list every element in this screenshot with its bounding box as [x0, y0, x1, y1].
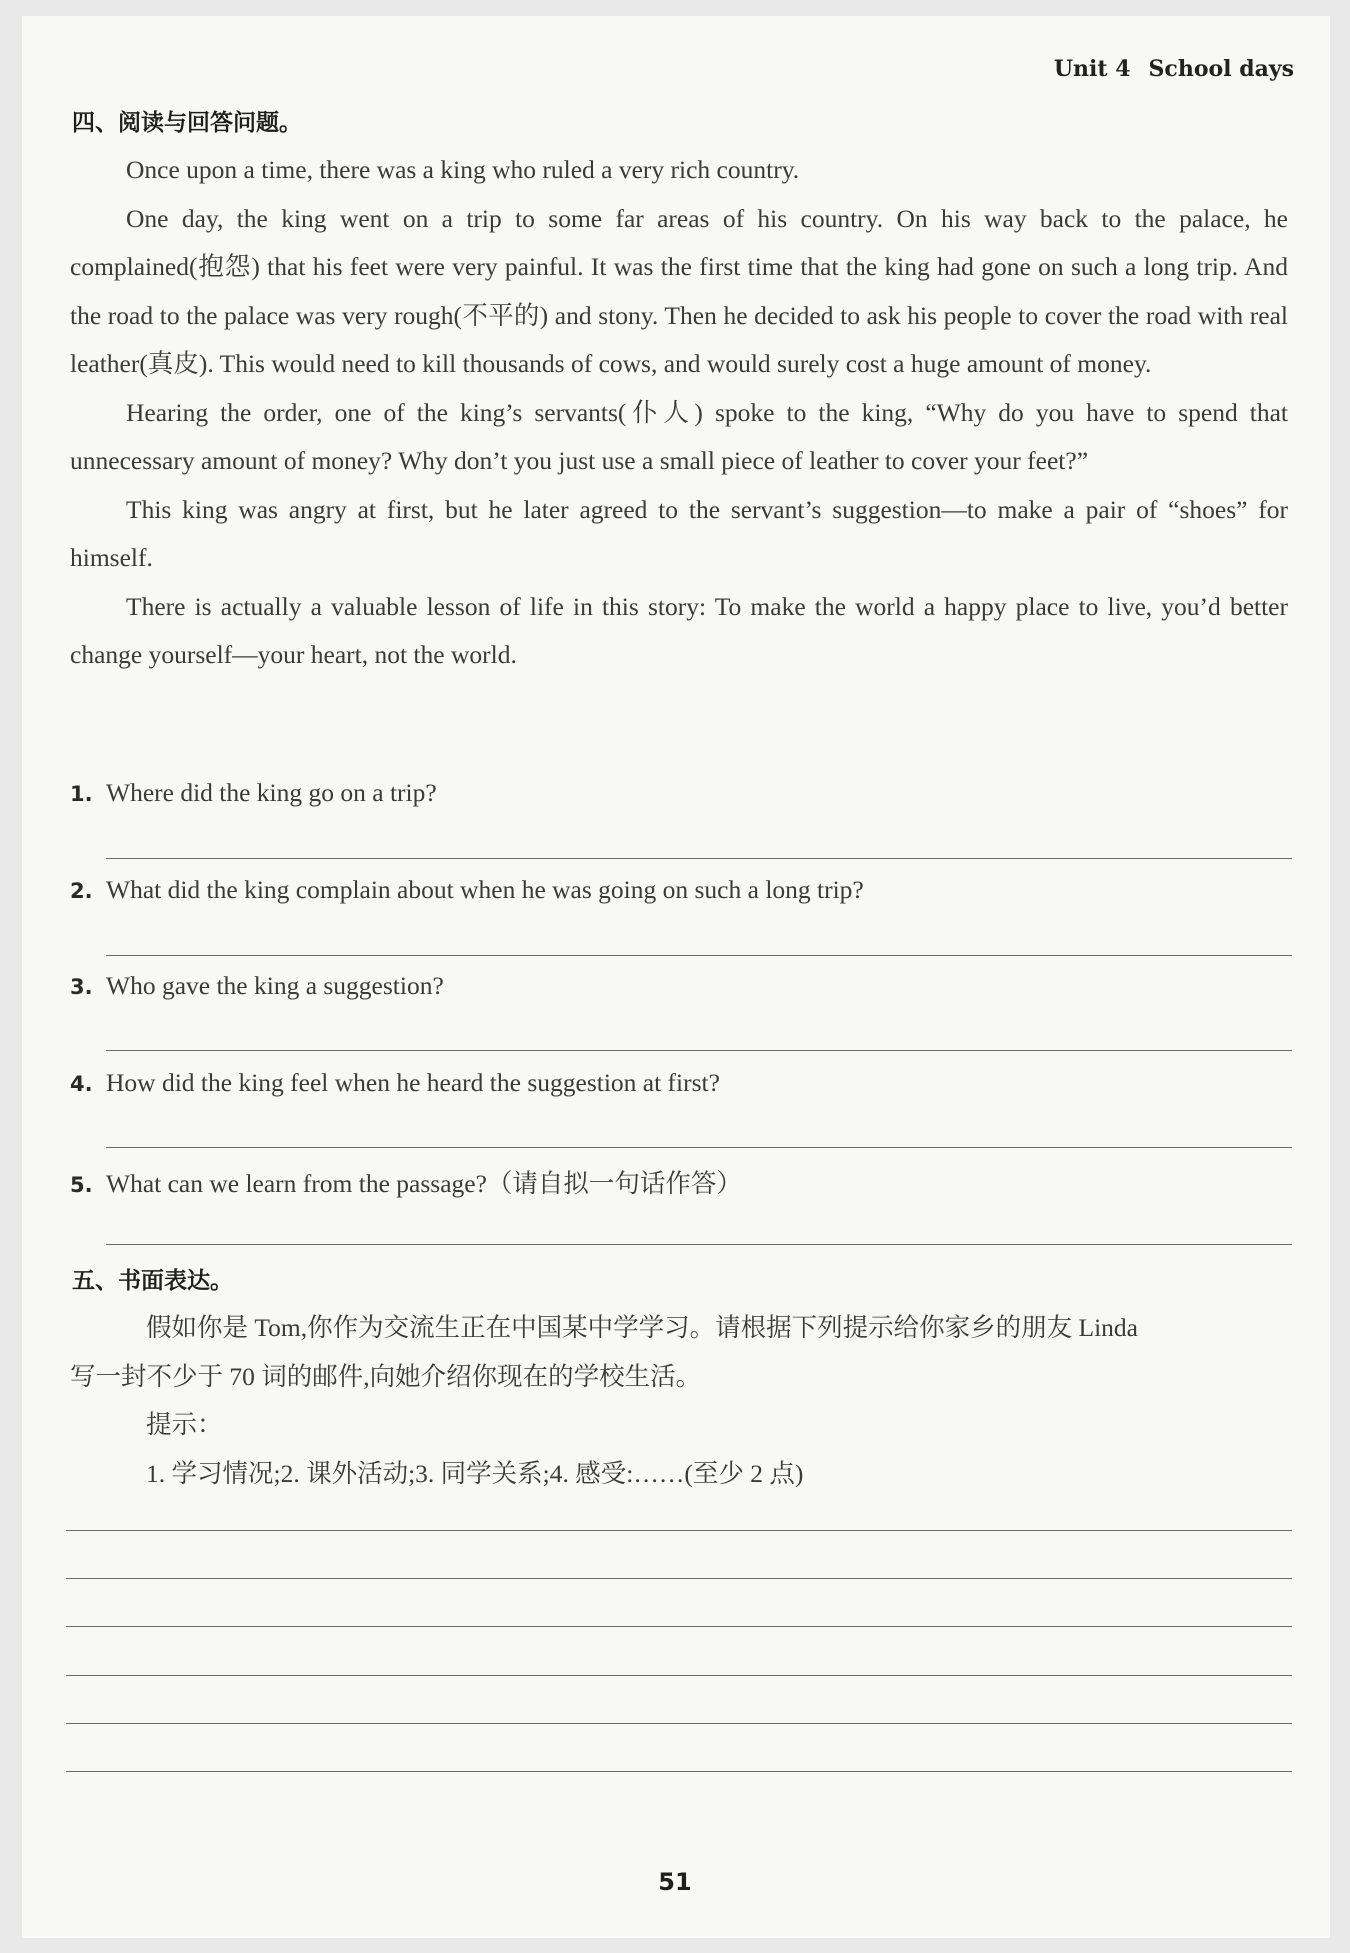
section-4-title: 四、阅读与回答问题。	[72, 110, 302, 136]
question-number: 2.	[70, 879, 93, 903]
writing-line-1[interactable]	[66, 1530, 1292, 1531]
writing-prompt-line-1: 假如你是 Tom,你作为交流生正在中国某中学学习。请根据下列提示给你家乡的朋友 Linda	[146, 1313, 1138, 1342]
question-2	[70, 875, 1290, 905]
question-number: 5.	[70, 1173, 93, 1197]
hint-items: 1. 学习情况;2. 课外活动;3. 同学关系;4. 感受:……(至少 2 点)	[146, 1459, 804, 1488]
question-text: Where did the king go on a trip?	[106, 778, 437, 807]
question-4	[70, 1068, 1290, 1098]
question-text: What can we learn from the passage?（请自拟一句话作答）	[106, 1169, 742, 1198]
passage-paragraph: Hearing the order, one of the king’s servants(仆人) spoke to the king, “Why do you have to spend that unnecessary amount of money? Why don’t you just use a small piece of leather to cover your feet?”	[70, 397, 1288, 475]
writing-line-2[interactable]	[66, 1578, 1292, 1579]
passage-paragraph: Once upon a time, there was a king who ruled a very rich country.	[126, 155, 800, 184]
page-number: 51	[658, 1868, 692, 1896]
passage-paragraph: There is actually a valuable lesson of life in this story: To make the world a happy place to live, you’d better change yourself—your heart, not the world.	[70, 591, 1288, 669]
question-number: 3.	[70, 975, 93, 999]
unit-title: School days	[1148, 56, 1294, 82]
question-5	[70, 1164, 1290, 1200]
writing-line-4[interactable]	[66, 1675, 1292, 1676]
question-1	[70, 778, 1290, 808]
writing-line-3[interactable]	[66, 1626, 1292, 1627]
page-header	[1054, 56, 1294, 82]
question-text: What did the king complain about when he was going on such a long trip?	[106, 875, 864, 904]
answer-line-4[interactable]	[106, 1147, 1292, 1148]
unit-label: Unit 4	[1053, 56, 1131, 82]
writing-prompt-line-2: 写一封不少于 70 词的邮件,向她介绍你现在的学校生活。	[70, 1362, 702, 1391]
answer-line-3[interactable]	[106, 1050, 1292, 1051]
answer-line-5[interactable]	[106, 1244, 1292, 1245]
writing-line-5[interactable]	[66, 1723, 1292, 1724]
question-text: How did the king feel when he heard the suggestion at first?	[106, 1068, 720, 1097]
answer-line-1[interactable]	[106, 858, 1292, 859]
question-text: Who gave the king a suggestion?	[106, 971, 444, 1000]
answer-line-2[interactable]	[106, 955, 1292, 956]
passage-paragraph: This king was angry at first, but he later agreed to the servant’s suggestion—to make a pair of “shoes” for himself.	[70, 494, 1288, 572]
passage-paragraph: One day, the king went on a trip to some far areas of his country. On his way back to the palace, he complained(抱怨) that his feet were very painful. It was the first time that the king had gone on such a long trip. And the road to the palace was very rough(不平的) and stony. Then he decided to ask his people to cover the road with real leather(真皮). This would need to kill thousands of cows, and would surely cost a huge amount of money.	[70, 203, 1288, 378]
question-number: 4.	[70, 1072, 93, 1096]
hint-label: 提示：	[146, 1410, 223, 1439]
question-number: 1.	[70, 782, 93, 806]
section-5-title: 五、书面表达。	[72, 1268, 233, 1294]
writing-line-6[interactable]	[66, 1771, 1292, 1772]
reading-passage	[70, 146, 1288, 680]
question-3	[70, 971, 1290, 1001]
